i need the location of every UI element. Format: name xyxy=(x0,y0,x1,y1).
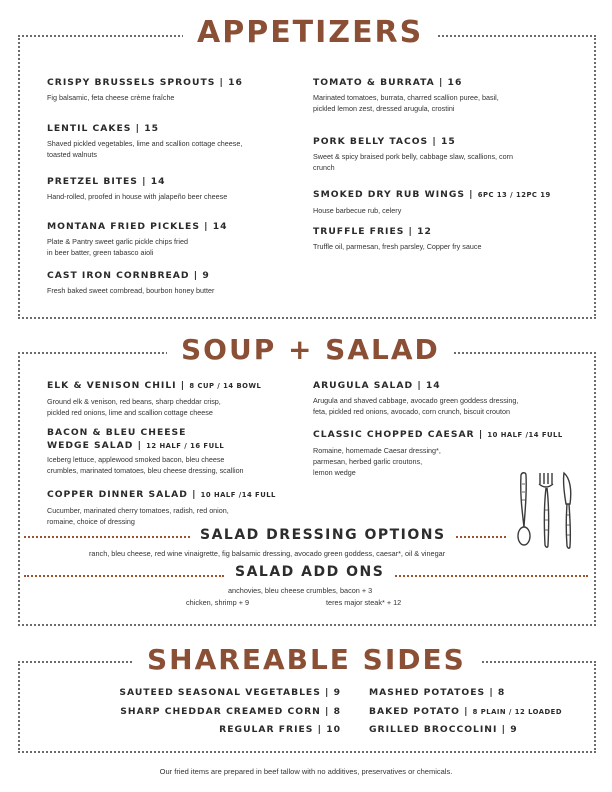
item-name: MONTANA FRIED PICKLES xyxy=(47,221,200,232)
item-tomato-burrata: TOMATO & BURRATA | 16 Marinated tomatoes, burrata, charred scallion puree, basil, pickled lemon zest, dressed arugula, crostini xyxy=(313,77,499,113)
fork-icon xyxy=(539,473,553,547)
side-name: BAKED POTATO xyxy=(369,706,460,717)
item-desc: Fresh baked sweet cornbread, bourbon honey butter xyxy=(47,286,215,295)
item-price: 10 HALF /14 FULL xyxy=(200,491,276,499)
side-name: GRILLED BROCCOLINI xyxy=(369,724,498,735)
item-name: CAST IRON CORNBREAD xyxy=(47,270,190,281)
side-name: SAUTEED SEASONAL VEGETABLES xyxy=(119,687,321,698)
side-price: 8 PLAIN / 12 LOADED xyxy=(472,708,562,716)
side-name: SHARP CHEDDAR CREAMED CORN xyxy=(120,706,321,717)
item-crispy-brussels-sprouts: CRISPY BRUSSELS SPROUTS | 16 Fig balsamic, feta cheese crème fraîche xyxy=(47,77,243,102)
addons-divider-right xyxy=(388,575,588,577)
item-price: 9 xyxy=(202,270,210,281)
item-price: 16 xyxy=(228,77,243,88)
item-classic-chopped-caesar: CLASSIC CHOPPED CAESAR | 10 HALF /14 FULL Romaine, homemade Caesar dressing*, parmesan, herbed garlic croutons, lemon wedge xyxy=(313,429,563,477)
item-name: TRUFFLE FRIES xyxy=(313,226,405,237)
addons-line-1: anchovies, bleu cheese crumbles, bacon + 3 xyxy=(228,586,373,595)
addons-title: SALAD ADD ONS xyxy=(225,564,394,580)
item-name: TOMATO & BURRATA xyxy=(313,77,435,88)
soup-salad-title: SOUP + SALAD xyxy=(167,333,454,366)
item-price: 15 xyxy=(440,136,456,147)
item-desc: Fig balsamic, feta cheese crème fraîche xyxy=(47,93,175,102)
item-desc: Shaved pickled vegetables, lime and scallion cottage cheese, xyxy=(47,139,243,148)
side-regular-fries: REGULAR FRIES | 10 xyxy=(219,724,341,735)
spoon-icon xyxy=(518,473,530,545)
sides-title: SHAREABLE SIDES xyxy=(133,643,480,676)
item-bacon-bleu-wedge: BACON & BLEU CHEESE WEDGE SALAD | 12 HALF / 16 FULL Iceberg lettuce, applewood smoked bacon, bleu cheese crumbles, marinated tomatoes, bleu cheese dressing, scallion xyxy=(47,427,244,475)
item-desc: Romaine, homemade Caesar dressing*, xyxy=(313,446,441,455)
addons-teres-major: teres major steak* + 12 xyxy=(326,598,402,607)
item-price: 14 xyxy=(212,221,228,232)
item-price: 8 CUP / 14 BOWL xyxy=(189,382,262,390)
item-desc: Plate & Pantry sweet garlic pickle chips fried xyxy=(47,237,189,246)
item-pork-belly-tacos: PORK BELLY TACOS | 15 Sweet & spicy braised pork belly, cabbage slaw, scallions, corn crunch xyxy=(313,136,514,172)
dressing-title: SALAD DRESSING OPTIONS xyxy=(190,527,456,543)
item-name: LENTIL CAKES xyxy=(47,123,132,134)
item-desc: Iceberg lettuce, applewood smoked bacon, bleu cheese xyxy=(47,455,225,464)
item-lentil-cakes: LENTIL CAKES | 15 Shaved pickled vegetables, lime and scallion cottage cheese, toasted walnuts xyxy=(47,123,243,159)
item-arugula-salad: ARUGULA SALAD | 14 Arugula and shaved cabbage, avocado green goddess dressing, feta, pickled red onions, avocado, corn crunch, biscuit crouton xyxy=(313,380,519,416)
item-desc: Ground elk & venison, red beans, sharp cheddar crisp, xyxy=(47,397,221,406)
item-desc: toasted walnuts xyxy=(47,150,97,159)
item-desc: feta, pickled red onions, avocado, corn crunch, biscuit crouton xyxy=(313,407,510,416)
item-price: 6PC 13 / 12PC 19 xyxy=(477,191,551,199)
item-desc: Sweet & spicy braised pork belly, cabbage slaw, scallions, corn xyxy=(313,152,514,161)
item-name: COPPER DINNER SALAD xyxy=(47,489,188,500)
item-elk-venison-chili: ELK & VENISON CHILI | 8 CUP / 14 BOWL Ground elk & venison, red beans, sharp cheddar crisp, pickled red onions, lime and scallion cottage cheese xyxy=(47,380,262,417)
item-desc: pickled lemon zest, dressed arugula, crostini xyxy=(313,104,455,113)
utensils-illustration xyxy=(512,470,582,550)
side-name: REGULAR FRIES xyxy=(219,724,314,735)
side-sauteed-vegetables: SAUTEED SEASONAL VEGETABLES | 9 xyxy=(119,687,341,698)
side-grilled-broccolini: GRILLED BROCCOLINI | 9 xyxy=(369,724,518,735)
item-name: SMOKED DRY RUB WINGS xyxy=(313,189,465,200)
item-desc: Marinated tomatoes, burrata, charred scallion puree, basil, xyxy=(313,93,499,102)
item-name: BACON & BLEU CHEESE xyxy=(47,427,187,438)
side-price: 8 xyxy=(333,706,341,717)
item-desc: parmesan, herbed garlic croutons, xyxy=(313,457,423,466)
item-name: ELK & VENISON CHILI xyxy=(47,380,177,391)
side-price: 9 xyxy=(510,724,518,735)
dressing-divider-left xyxy=(24,536,190,538)
side-mashed-potatoes: MASHED POTATOES | 8 xyxy=(369,687,506,698)
appetizers-title: APPETIZERS xyxy=(183,15,437,50)
item-price: 14 xyxy=(150,176,166,187)
item-cast-iron-cornbread: CAST IRON CORNBREAD | 9 Fresh baked sweet cornbread, bourbon honey butter xyxy=(47,270,215,295)
item-name: PORK BELLY TACOS xyxy=(313,136,429,147)
side-creamed-corn: SHARP CHEDDAR CREAMED CORN | 8 xyxy=(120,706,341,717)
side-price: 9 xyxy=(333,687,341,698)
item-desc: crunch xyxy=(313,163,335,172)
item-pretzel-bites: PRETZEL BITES | 14 Hand-rolled, proofed in house with jalapeño beer cheese xyxy=(47,176,228,201)
item-name: WEDGE SALAD xyxy=(47,440,134,451)
side-name: MASHED POTATOES xyxy=(369,687,486,698)
item-price: 12 xyxy=(417,226,432,237)
side-price: 10 xyxy=(326,724,341,735)
item-desc: Arugula and shaved cabbage, avocado green goddess dressing, xyxy=(313,396,519,405)
item-price: 15 xyxy=(144,123,159,134)
addons-chicken-shrimp: chicken, shrimp + 9 xyxy=(186,598,250,607)
side-baked-potato: BAKED POTATO | 8 PLAIN / 12 LOADED xyxy=(369,706,562,717)
item-montana-fried-pickles: MONTANA FRIED PICKLES | 14 Plate & Pantry sweet garlic pickle chips fried in beer batter, green tabasco aioli xyxy=(47,221,228,257)
side-price: 8 xyxy=(497,687,506,698)
item-desc: Hand-rolled, proofed in house with jalapeño beer cheese xyxy=(47,192,228,201)
footer-note: Our fried items are prepared in beef tallow with no additives, preservatives or chemicals. xyxy=(159,767,453,776)
item-desc: in beer batter, green tabasco aioli xyxy=(47,248,154,257)
item-desc: pickled red onions, lime and scallion cottage cheese xyxy=(47,408,213,417)
item-desc: crumbles, marinated tomatoes, bleu cheese dressing, scallion xyxy=(47,466,244,475)
item-price: 14 xyxy=(425,380,441,391)
item-desc: House barbecue rub, celery xyxy=(313,206,402,215)
item-price: 16 xyxy=(447,77,463,88)
addons-divider-left xyxy=(24,575,224,577)
item-copper-dinner-salad: COPPER DINNER SALAD | 10 HALF /14 FULL Cucumber, marinated cherry tomatoes, radish, red onion, romaine, choice of dressing xyxy=(47,489,276,526)
item-desc: Truffle oil, parmesan, fresh parsley, Copper fry sauce xyxy=(313,242,482,251)
item-name: ARUGULA SALAD xyxy=(313,380,414,391)
item-price: 10 HALF /14 FULL xyxy=(487,431,563,439)
item-desc: romaine, choice of dressing xyxy=(47,517,135,526)
knife-icon xyxy=(564,473,571,548)
item-name: CLASSIC CHOPPED CAESAR xyxy=(313,429,475,440)
item-desc: Cucumber, marinated cherry tomatoes, radish, red onion, xyxy=(47,506,229,515)
item-desc: lemon wedge xyxy=(313,468,356,477)
item-smoked-dry-rub-wings: SMOKED DRY RUB WINGS | 6PC 13 / 12PC 19 House barbecue rub, celery xyxy=(313,189,551,215)
item-name: CRISPY BRUSSELS SPROUTS xyxy=(47,77,216,88)
item-truffle-fries: TRUFFLE FRIES | 12 Truffle oil, parmesan, fresh parsley, Copper fry sauce xyxy=(313,226,482,251)
dressing-options: ranch, bleu cheese, red wine vinaigrette, fig balsamic dressing, avocado green goddess, caesar*, oil & vinegar xyxy=(89,549,446,558)
item-name: PRETZEL BITES xyxy=(47,176,138,187)
item-price: 12 HALF / 16 FULL xyxy=(146,442,225,450)
